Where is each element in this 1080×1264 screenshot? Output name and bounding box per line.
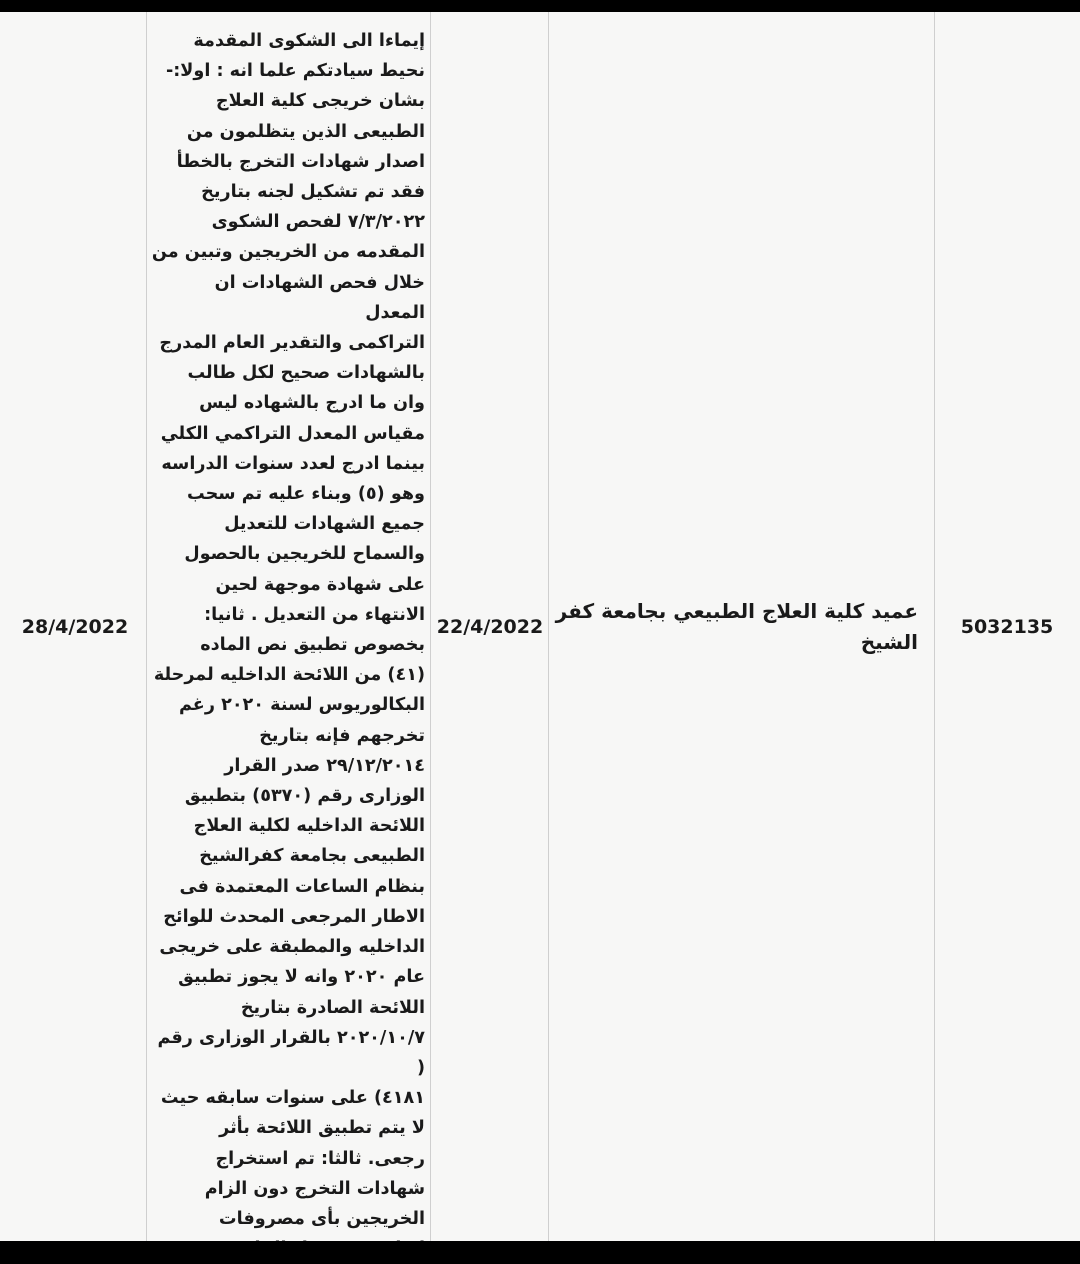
received-date: 22/4/2022 <box>436 615 544 638</box>
received-date-cell <box>435 12 545 1241</box>
complaint-record-row <box>0 12 1080 1241</box>
entity-cell <box>538 12 924 1241</box>
complaint-id: 5032135 <box>960 615 1054 638</box>
document-page <box>0 12 1080 1241</box>
bottom-bar <box>0 1241 1080 1262</box>
entity-name: عميد كلية العلاج الطبيعي بجامعة كفر الشيخ <box>555 598 918 654</box>
reply-text-cell <box>150 26 425 1229</box>
reply-text: إيماءا الى الشكوى المقدمة نحيط سيادتكم علما انه : اولا:- بشان خريجى كلية العلاج الطبيعى الذين يتظلمون من اصدار شهادات التخرج بالخطأ فقد تم تشكيل لجنه بتاريخ ٧/٣/٢٠٢٢ لفحص الشكوى المقدمه من الخريجين وتبين من خلال فحص الشهادات ان المعدل التراكمى والتقدير العام المدرج بالشهادات صحيح لكل طالب وان ما ادرج بالشهاده ليس مقياس المعدل التراكمي الكلي بينما ادرج لعدد سنوات الدراسه وهو (٥) وبناء عليه تم سحب جميع الشهادات للتعديل والسماح للخريجين بالحصول على شهادة موجهة لحين الانتهاء من التعديل . ثانيا: بخصوص تطبيق نص الماده (٤١) من اللائحة الداخليه لمرحلة البكالوريوس لسنة ٢٠٢٠ رغم تخرجهم فإنه بتاريخ ٢٩/١٢/٢٠١٤ صدر القرار الوزارى رقم (٥٣٧٠) بتطبيق اللائحة الداخليه لكلية العلاج الطبيعى بجامعة كفرالشيخ بنظام الساعات المعتمدة فى الاطار المرجعى المحدث للوائح الداخليه والمطبقة على خريجى عام ٢٠٢٠ وانه لا يجوز تطبيق اللائحة الصادرة بتاريخ ٢٠٢٠/١٠/٧ بالقرار الوزارى رقم ( ٤١٨١) على سنوات سابقه حيث لا يتم تطبيق اللائحة بأثر رجعى. ثالثا: تم استخراج شهادات التخرج دون الزام الخريجين بأى مصروفات <box>151 31 425 1229</box>
complaint-id-cell <box>934 12 1080 1241</box>
reply-date-cell <box>0 12 150 1241</box>
column-divider <box>430 12 431 1241</box>
reply-date: 28/4/2022 <box>21 615 129 638</box>
